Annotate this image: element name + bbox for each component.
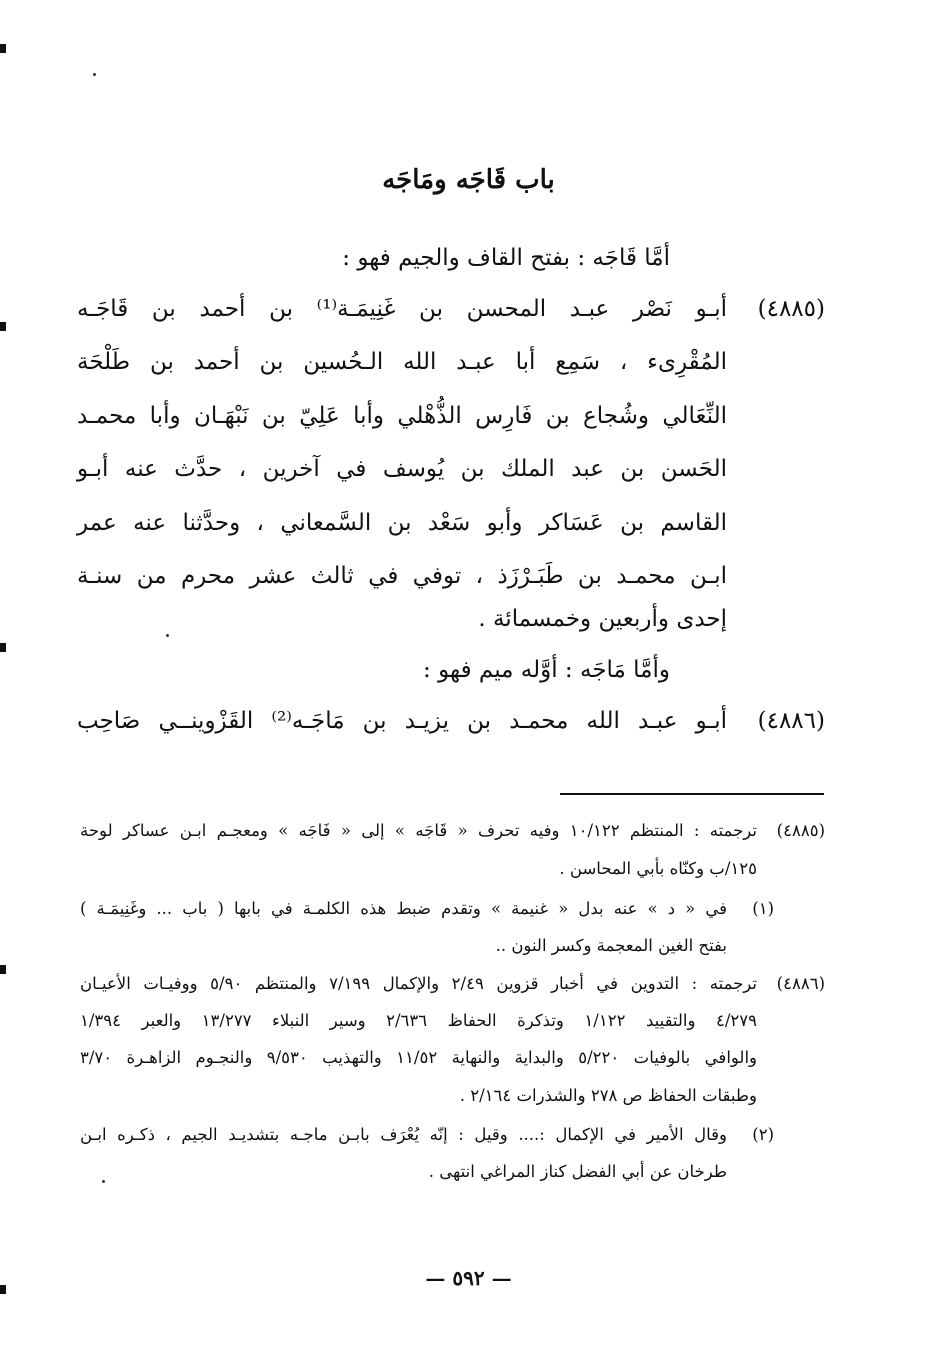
footnote-line: ٤/٢٧٩ والتقييد ١/١٢٢ وتذكرة الحفاظ ٢/٦٣٦ وسير النبلاء ١٣/٢٧٧ والعبر ١/٣٩٤ [80, 1011, 757, 1030]
scan-mark [0, 965, 6, 974]
footnote-line: والوافي بالوفيات ٥/٢٢٠ والبداية والنهاية ١١/٥٢ والتهذيب ٩/٥٣٠ والنجـوم الزاهـرة ٣/٧٠ [80, 1048, 758, 1067]
entry-number: (٤٨٨٦) [757, 708, 825, 734]
footnote-line: ترجمته : التدوين في أخبار قزوين ٢/٤٩ والإكمال ٧/١٩٩ والمنتظم ٥/٩٠ ووفيـات الأعيـان [80, 974, 758, 993]
footnote-line: ١٢٥/ب وكنّاه بأبي المحاسن . [559, 859, 757, 878]
entry-number: (٤٨٨٥) [757, 296, 825, 322]
intro-qajah: أمَّا قَاجَه : بفتح القاف والجيم فهو : [342, 245, 670, 271]
footnote-number: (١) [752, 899, 774, 918]
intro-majah: وأمَّا مَاجَه : أوَّله ميم فهو : [423, 657, 670, 683]
chapter-title: باب قَاجَه ومَاجَه [382, 165, 555, 195]
entry-text-line: المُقْرِىء ، سَمِع أبا عبـد الله الـحُسين بن أحمد بن طَلْحَة [77, 349, 727, 375]
entry-text-line: الحَسن بن عبد الملك بن يُوسف في آخرين ، حدَّث عنه أبـو [77, 456, 727, 482]
footnote-separator [560, 793, 824, 795]
scan-mark [0, 44, 6, 53]
footnote-number: (٤٨٨٦) [776, 974, 825, 993]
scan-speck [166, 634, 169, 637]
scan-speck [102, 1180, 105, 1183]
scan-speck [93, 73, 96, 76]
footnote-line: وقال الأمير في الإكمال :.... وقيل : إنّه يُعْرَف بابـن ماجـه بتشديـد الجيم ، ذكـره ابـن [80, 1125, 727, 1144]
footnote-line: بفتح الغين المعجمة وكسر النون .. [495, 936, 727, 955]
entry-text-line: إحدى وأربعين وخمسمائة . [478, 606, 727, 632]
footnote-line: وطبقات الحفاظ ص ٢٧٨ والشذرات ٢/١٦٤ . [459, 1086, 757, 1105]
entry-text-line: ابـن محمـد بن طَبَـرْزَذ ، توفي في ثالث عشر محرم من سنـة [77, 563, 727, 589]
scan-mark [0, 643, 6, 652]
entry-text-line: القاسم بن عَسَاكر وأبو سَعْد بن السَّمعاني ، وحدَّثنا عنه عمر [77, 510, 727, 536]
scan-mark [0, 322, 6, 331]
entry-text-line: أبـو نَصْر عبـد المحسن بن غَنِيمَـة⁽¹⁾ بن أحمد بن قَاجَـه [77, 296, 727, 322]
footnote-number: (٤٨٨٥) [776, 821, 825, 840]
entry-text-line: أبـو عبـد الله محمـد بن يزيـد بن مَاجَـه⁽²⁾ القَزْوينــي صَاحِب [77, 708, 727, 734]
footnote-number: (٢) [752, 1125, 774, 1144]
entry-text-line: النِّعَالي وشُجاع بن فَارِس الذُّهْلي وأبا عَلِيّ بن نَبْهَـان وأبا محمـد [77, 403, 727, 429]
page-number: — ٥٩٢ — [425, 1266, 512, 1290]
footnote-line: ترجمته : المنتظم ١٠/١٢٢ وفيه تحرف « قَاجَه » إلى « فَاجَه » ومعجـم ابـن عساكر لوحة [80, 821, 757, 840]
footnote-line: طرخان عن أبي الفضل كناز المراغي انتهى . [428, 1162, 727, 1181]
footnote-line: في « د » عنه بدل « غنيمة » وتقدم ضبط هذه الكلمـة في بابها ( باب ... وغَنِيمَـة ) [80, 899, 727, 918]
